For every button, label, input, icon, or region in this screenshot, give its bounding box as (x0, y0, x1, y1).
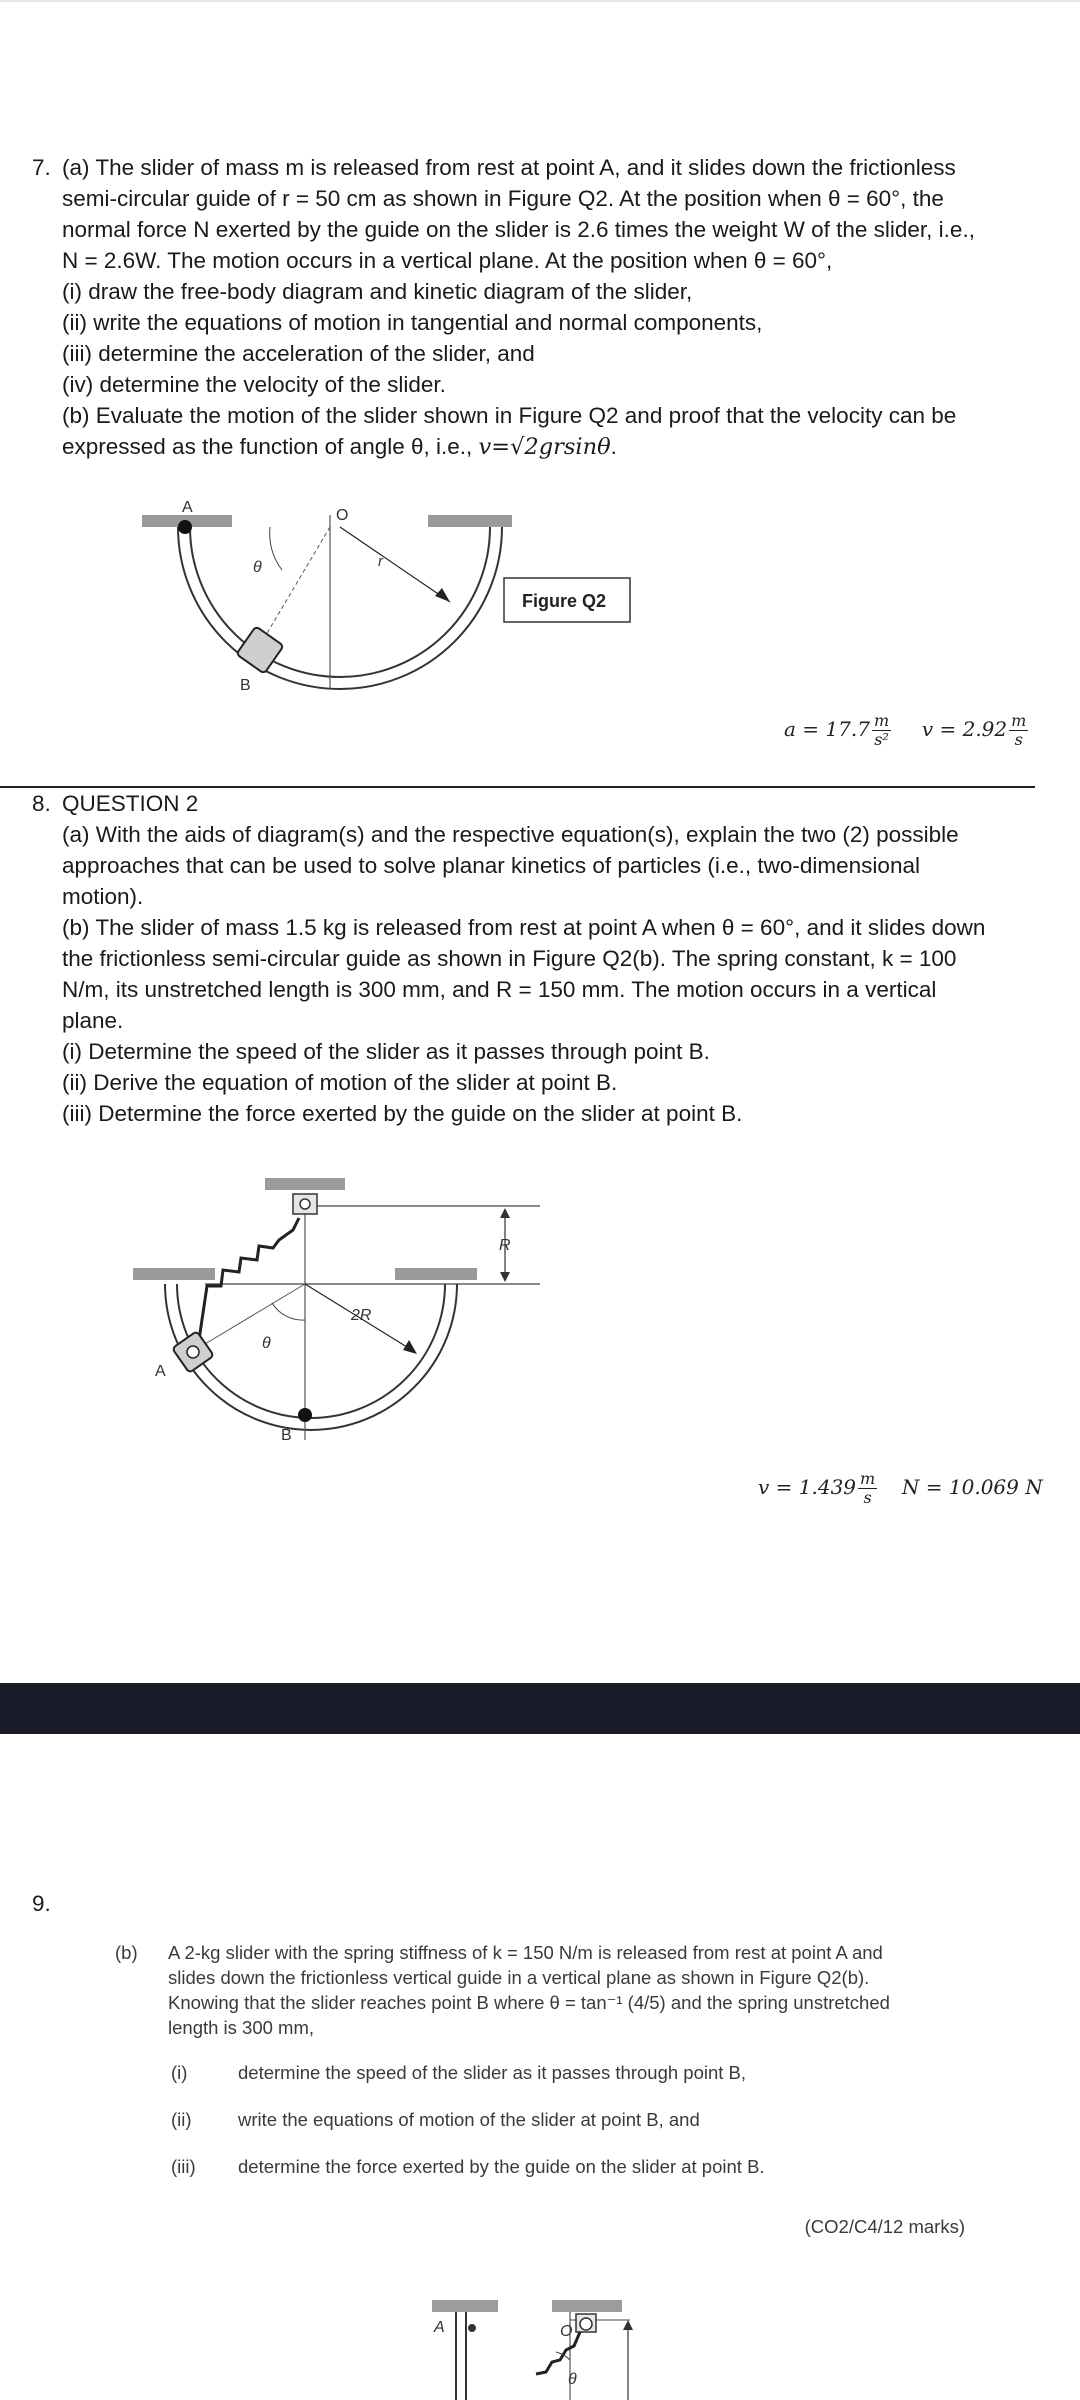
question-number: 8. (32, 791, 51, 816)
subpart-text: determine the force exerted by the guide on the slider at point B. (238, 2156, 765, 2177)
support-right (428, 515, 512, 527)
part-text (168, 1940, 975, 2040)
subpart-label: (ii) (171, 2109, 192, 2130)
top-divider (0, 0, 1080, 2)
label-theta: θ (262, 1335, 271, 1352)
unit-denominator: s² (874, 730, 889, 749)
text-line: (iv) determine the velocity of the slider. (62, 372, 446, 397)
text-line: motion). (62, 884, 144, 909)
text-line: (ii) write the equations of motion in tangential and normal components, (62, 310, 763, 335)
text-line: N/m, its unstretched length is 300 mm, and R = 150 mm. The motion occurs in a vertical (62, 977, 937, 1002)
text-line: (a) With the aids of diagram(s) and the respective equation(s), explain the two (2) possible (62, 822, 959, 847)
marks-label: (CO2/C4/12 marks) (804, 2216, 965, 2237)
part-label: (b) (115, 1942, 138, 1963)
top-support (265, 1178, 345, 1190)
q7-answer (784, 712, 1032, 749)
subpart-text: write the equations of motion of the slider at point B, and (238, 2109, 700, 2130)
text-line: the frictionless semi-circular guide as shown in Figure Q2(b). The spring constant, k = 100 (62, 946, 957, 971)
velocity-formula: v=√2grsinθ (478, 434, 611, 460)
figure-q2 (130, 490, 650, 700)
point-a-marker (178, 520, 192, 534)
arrowhead-up (500, 1208, 510, 1218)
text-line: (i) draw the free-body diagram and kinetic diagram of the slider, (62, 279, 693, 304)
unit-numerator: m (873, 711, 890, 730)
label-o: O (560, 2323, 573, 2340)
dark-band (0, 1683, 1080, 1734)
text-line: (b) Evaluate the motion of the slider shown in Figure Q2 and proof that the velocity can be (62, 403, 957, 428)
slider-block (172, 1331, 214, 1373)
question-number: 9. (32, 1891, 51, 1916)
unit-denominator: s (863, 1488, 872, 1507)
question-title: QUESTION 2 (62, 791, 199, 816)
text-line: (iii) determine the acceleration of the slider, and (62, 341, 535, 366)
angle-arc (270, 527, 282, 570)
support-left (133, 1268, 215, 1280)
arrowhead-up (623, 2320, 633, 2330)
label-b: B (240, 677, 251, 694)
figure-q2b (125, 1170, 555, 1450)
acceleration-value: a = 17.7 (784, 717, 870, 741)
text-line: (b) The slider of mass 1.5 kg is released from rest at point A when θ = 60°, and it slides down (62, 915, 986, 940)
subpart-label: (i) (171, 2062, 188, 2083)
text-segment: . (610, 434, 617, 459)
text-line: N = 2.6W. The motion occurs in a vertical plane. At the position when θ = 60°, (62, 248, 833, 273)
text-line: (ii) Derive the equation of motion of the slider at point B. (62, 1070, 618, 1095)
text-line: normal force N exerted by the guide on the slider is 2.6 times the weight W of the slider, i.e., (62, 217, 975, 242)
figure-caption: Figure Q2 (522, 591, 607, 611)
subpart (115, 2107, 975, 2132)
label-r: r (378, 553, 383, 570)
subpart-text: determine the speed of the slider as it passes through point B, (238, 2062, 747, 2083)
radius-line (340, 527, 450, 602)
text-line: A 2-kg slider with the spring stiffness of k = 150 N/m is released from rest at point A and (168, 1942, 883, 1963)
question-9-scan (115, 1940, 975, 2179)
support-right (552, 2300, 622, 2312)
label-a: A (182, 499, 193, 516)
label-theta: θ (253, 559, 262, 576)
question-8 (32, 788, 1042, 1129)
pivot (293, 1194, 317, 1214)
radius-arrowhead (403, 1340, 417, 1354)
speed-value: v = 1.439 (758, 1475, 857, 1499)
guide-inner (177, 1284, 445, 1418)
slider-block (236, 626, 283, 673)
text-line: slides down the frictionless vertical guide in a vertical plane as shown in Figure Q2(b). (168, 1967, 870, 1988)
velocity-value: v = 2.92 (921, 717, 1008, 741)
text-line: length is 300 mm, (168, 2017, 315, 2038)
pivot (576, 2314, 596, 2332)
text-line: (i) Determine the speed of the slider as it passes through point B. (62, 1039, 710, 1064)
question-number: 7. (32, 155, 51, 180)
q8-answer (758, 1470, 1043, 1507)
unit-fraction (872, 712, 891, 749)
unit-denominator: s (1014, 730, 1023, 749)
text-line: Knowing that the slider reaches point B where θ = tan⁻¹ (4/5) and the spring unstretched (168, 1992, 890, 2013)
support-right (395, 1268, 477, 1280)
label-a: A (434, 2319, 445, 2336)
question-body (62, 788, 1042, 1129)
angle-arc (272, 1303, 305, 1320)
text-line: (a) The slider of mass m is released from rest at point A, and it slides down the frictionless (62, 155, 956, 180)
text-line: semi-circular guide of r = 50 cm as shown in Figure Q2. At the position when θ = 60°, the (62, 186, 944, 211)
point-a-marker (468, 2324, 476, 2332)
label-a: A (155, 1363, 166, 1380)
label-b: B (281, 1427, 292, 1444)
subpart (115, 2154, 975, 2179)
support-left (432, 2300, 498, 2312)
normal-force-value: N = 10.069 N (901, 1475, 1043, 1499)
unit-fraction (1009, 712, 1028, 749)
subpart-label: (iii) (171, 2156, 196, 2177)
label-radius: R (499, 1237, 511, 1254)
text-line: approaches that can be used to solve planar kinetics of particles (i.e., two-dimensional (62, 853, 920, 878)
text-segment: expressed as the function of angle θ, i.e., (62, 434, 479, 459)
text-line (62, 431, 1042, 463)
text-line: plane. (62, 1008, 124, 1033)
point-b-marker (298, 1408, 312, 1422)
arrowhead-down (500, 1272, 510, 1282)
question-7 (32, 152, 1042, 463)
radius-arrowhead (435, 588, 450, 602)
label-o: O (336, 507, 349, 524)
unit-numerator: m (860, 1469, 876, 1488)
question-body (62, 152, 1042, 463)
subpart (115, 2060, 975, 2085)
label-theta: θ (568, 2371, 577, 2388)
figure-q9 (420, 2290, 660, 2400)
label-2r: 2R (351, 1307, 372, 1324)
guide-outer (178, 527, 502, 689)
text-line: (iii) Determine the force exerted by the guide on the slider at point B. (62, 1101, 743, 1126)
unit-numerator: m (1011, 711, 1027, 730)
unit-fraction (858, 1470, 877, 1507)
guide-inner (190, 527, 490, 677)
